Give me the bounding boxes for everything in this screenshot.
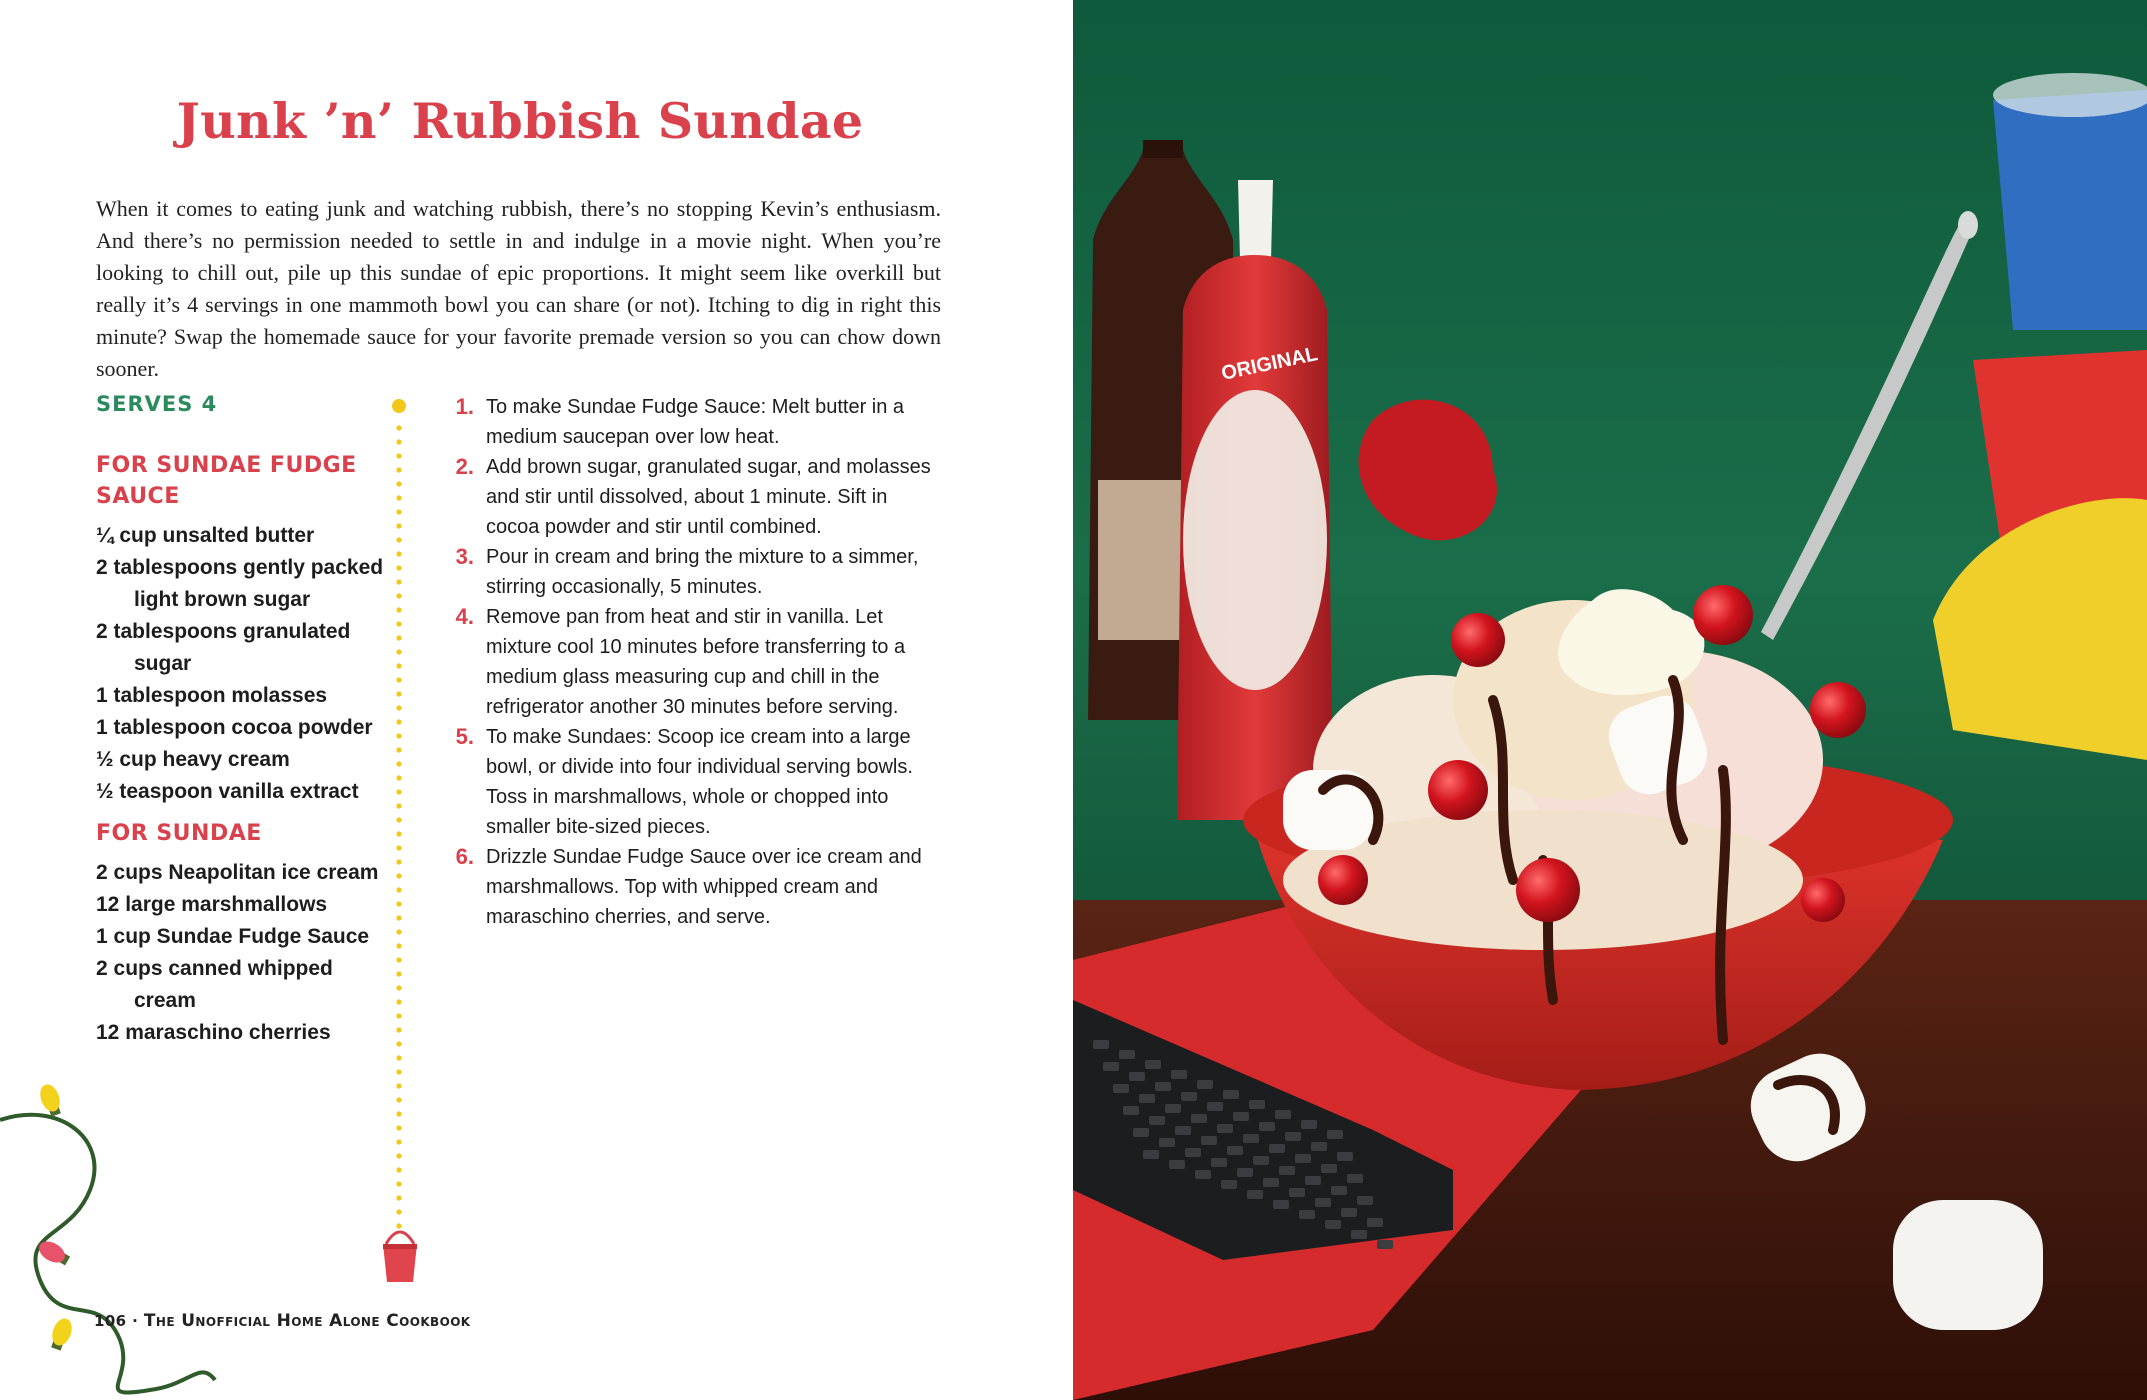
ingredient-item: 12 large marshmallows	[96, 893, 328, 916]
marshmallow	[1893, 1200, 2043, 1330]
step-text: Add brown sugar, granulated sugar, and molasses and stir until dissolved, about 1 minute. Sift in cocoa powder and stir until combined.	[486, 456, 931, 538]
step-text: To make Sundae Fudge Sauce: Melt butter in a medium saucepan over low heat.	[486, 396, 905, 448]
step-item	[440, 602, 940, 722]
ingredient-item: 12 maraschino cherries	[96, 1021, 331, 1044]
paint-bucket-icon	[378, 1222, 422, 1284]
step-text: To make Sundaes: Scoop ice cream into a large bowl, or divide into four individual serving bowls. Toss in marshmallows, whole or chopped into smaller bite-sized pieces.	[486, 726, 913, 838]
step-text: Pour in cream and bring the mixture to a simmer, stirring occasionally, 5 minutes.	[486, 546, 919, 598]
cherry	[1516, 858, 1580, 922]
step-number: 1.	[455, 394, 474, 419]
page-number: 106	[94, 1312, 127, 1330]
ingredient-item: 1 tablespoon cocoa powder	[96, 716, 373, 739]
recipe-title: Junk ’n’ Rubbish Sundae	[176, 92, 864, 150]
recipe-page	[0, 0, 1073, 1400]
ingredient-item: ¼ cup unsalted butter	[96, 524, 315, 547]
footer-separator: ·	[132, 1312, 139, 1330]
cherry	[1428, 760, 1488, 820]
fudge-sauce-ingredient-list	[96, 520, 396, 808]
step-item	[440, 452, 940, 542]
page-footer	[94, 1311, 471, 1331]
method-steps	[440, 392, 940, 932]
recipe-intro: When it comes to eating junk and watching rubbish, there’s no stopping Kevin’s enthusiasm. And there’s no permission needed to settle in and indulge in a movie night. When you’re looking to chill out, pile up this sundae of epic proportions. It might seem like overkill but really it’s 4 servings in one mammoth bowl you can share (or not). Itching to dig in right this minute? Swap the homemade sauce for your favorite premade version so you can chow down sooner.	[96, 196, 941, 381]
cherry	[1801, 878, 1845, 922]
serves-label: SERVES 4	[96, 392, 218, 416]
step-item	[440, 842, 940, 932]
cherry	[1318, 855, 1368, 905]
step-number: 5.	[455, 724, 474, 749]
sundae-heading: FOR SUNDAE	[96, 821, 262, 846]
string-lights-icon	[0, 1080, 220, 1400]
step-number: 6.	[455, 844, 474, 869]
sundae-ingredient-list	[96, 857, 396, 1049]
dotted-divider	[392, 398, 406, 1238]
ingredient-item: ½ teaspoon vanilla extract	[96, 780, 359, 803]
ingredients-column	[96, 392, 396, 1049]
ingredient-item: 1 tablespoon molasses	[96, 684, 328, 707]
ingredient-item: 2 cups Neapolitan ice cream	[96, 861, 379, 884]
step-item	[440, 542, 940, 602]
step-text: Remove pan from heat and stir in vanilla. Let mixture cool 10 minutes before transferring to a medium glass measuring cup and chill in the refrigerator another 30 minutes before serving.	[486, 606, 906, 718]
ingredient-item: 2 cups canned whipped cream	[96, 957, 333, 1012]
fudge-sauce-heading: FOR SUNDAE FUDGE SAUCE	[96, 453, 357, 509]
sundae-illustration	[1073, 0, 2147, 1400]
cherry	[1810, 682, 1866, 738]
ingredient-item: ½ cup heavy cream	[96, 748, 290, 771]
step-item	[440, 392, 940, 452]
sundae-photo	[1073, 0, 2147, 1400]
ingredient-item: 1 cup Sundae Fudge Sauce	[96, 925, 370, 948]
book-title: The Unofficial Home Alone Cookbook	[143, 1311, 471, 1331]
step-number: 3.	[455, 544, 474, 569]
step-item	[440, 722, 940, 842]
can-label: ORIGINAL	[1219, 343, 1320, 385]
cherry	[1451, 613, 1505, 667]
ingredient-item: 2 tablespoons gently packed light brown sugar	[96, 556, 384, 611]
step-number: 4.	[455, 604, 474, 629]
blue-cup	[1993, 90, 2147, 330]
step-number: 2.	[455, 454, 474, 479]
step-text: Drizzle Sundae Fudge Sauce over ice cream and marshmallows. Top with whipped cream and maraschino cherries, and serve.	[486, 846, 922, 928]
ingredient-item: 2 tablespoons granulated sugar	[96, 620, 351, 675]
cherry	[1693, 585, 1753, 645]
